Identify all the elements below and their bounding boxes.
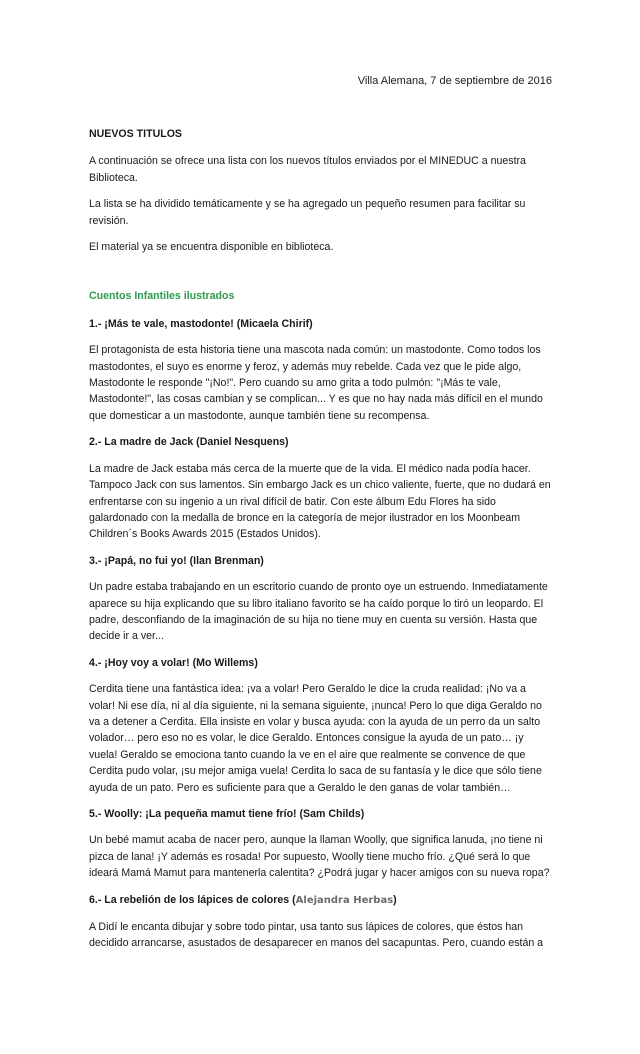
book-title-text: 6.- La rebelión de los lápices de colores ( xyxy=(89,893,296,906)
book-author: Alejandra Herbas xyxy=(295,894,394,906)
book-summary: A Didí le encanta dibujar y sobre todo pintar, usa tanto sus lápices de colores, que éstos han decidido arrancarse, asustados de desaparecer en manos del sacapuntas. Pero, cuando están a xyxy=(89,921,544,950)
intro-paragraph: El material ya se encuentra disponible en biblioteca. xyxy=(89,241,334,254)
book-title: 4.- ¡Hoy voy a volar! (Mo Willems) xyxy=(89,656,258,669)
document-body xyxy=(89,126,553,962)
book-title: 2.- La madre de Jack (Daniel Nesquens) xyxy=(89,436,289,449)
book-title: 5.- Woolly: ¡La pequeña mamut tiene frío! (Sam Childs) xyxy=(89,808,365,820)
book-summary: Un padre estaba trabajando en un escritorio cuando de pronto oye un estruendo. Inmediatamente aparece su hija explicando que su libro italiano favorito se ha caído porque lo tiró un leopardo. El padre, desconfiando de la imaginación de su hija no tiene muy en cuenta su versión. Hasta que decide ir a ver... xyxy=(89,581,548,643)
book-title-close: ) xyxy=(393,893,397,906)
book-summary: La madre de Jack estaba más cerca de la muerte que de la vida. El médico nada podía hacer. Tampoco Jack con sus lamentos. Sin embargo Jack es un chico valiente, fuerte, que no dudará en enfrentarse con su ingenio a un rival difícil de batir. Con este álbum Edu Flores ha sido galardonado con la medalla de bronce en la categoría de mejor ilustrador en los Moonbeam Children´s Books Awards 2015 (Estados Unidos). xyxy=(89,462,551,541)
book-title: 1.- ¡Más te vale, mastodonte! (Micaela Chirif) xyxy=(89,317,313,330)
book-summary: Un bebé mamut acaba de nacer pero, aunque la llaman Woolly, que significa lanuda, ¡no tiene ni pizca de lana! ¡Y además es rosada! Por supuesto, Woolly tiene mucho frío. ¿Qué será lo que ideará Mamá Mamut para mantenerla calentita? ¿Podrá jugar y hacer amigos con su nueva ropa? xyxy=(89,834,550,880)
book-title: 3.- ¡Papá, no fui yo! (Ilan Brenman) xyxy=(89,554,264,567)
book-summary: Cerdita tiene una fantástica idea: ¡va a volar! Pero Geraldo le dice la cruda realidad: ¡No va a volar! Ni ese día, ni al día siguiente, ni la semana siguiente, ¡nunca! Pero lo que diga Geraldo no va a detener a Cerdita. Ella insiste en volar y busca ayuda: con la ayuda de un perro da un salto volador… pero eso no es volar, le dice Geraldo. Entonces consigue la ayuda de un pato… ¡y vuela! Geraldo se emociona tanto cuando la ve en el aire que realmente se convence de que Cerdita pudo volar, ¡su mejor amiga vuela! Cerdita lo saca de su fantasía y le dice que sólo tiene ayuda de un pato. Pero es suficiente para que a Geraldo le den ganas de volar también… xyxy=(89,683,542,794)
document-date: Villa Alemana, 7 de septiembre de 2016 xyxy=(357,75,552,87)
document-heading: NUEVOS TITULOS xyxy=(89,128,182,140)
intro-paragraph: La lista se ha dividido temáticamente y se ha agregado un pequeño resumen para facilitar su revisión. xyxy=(89,198,526,227)
book-title xyxy=(89,892,553,909)
intro-paragraph: A continuación se ofrece una lista con los nuevos títulos enviados por el MINEDUC a nuestra Biblioteca. xyxy=(89,155,526,184)
book-summary: El protagonista de esta historia tiene una mascota nada común: un mastodonte. Como todos los mastodontes, el suyo es enorme y feroz, y además muy rebelde. Cada vez que le pide algo, Mastodonte le responde "¡No!". Pero cuando su amo grita a todo pulmón: "¡Más te vale, Mastodonte!", las cosas cambian y se complican... Y es que no hay nada más difícil en el mundo que domesticar a un mastodonte, aunque también tiene su recompensa. xyxy=(89,344,543,422)
section-title: Cuentos Infantiles ilustrados xyxy=(89,290,235,303)
